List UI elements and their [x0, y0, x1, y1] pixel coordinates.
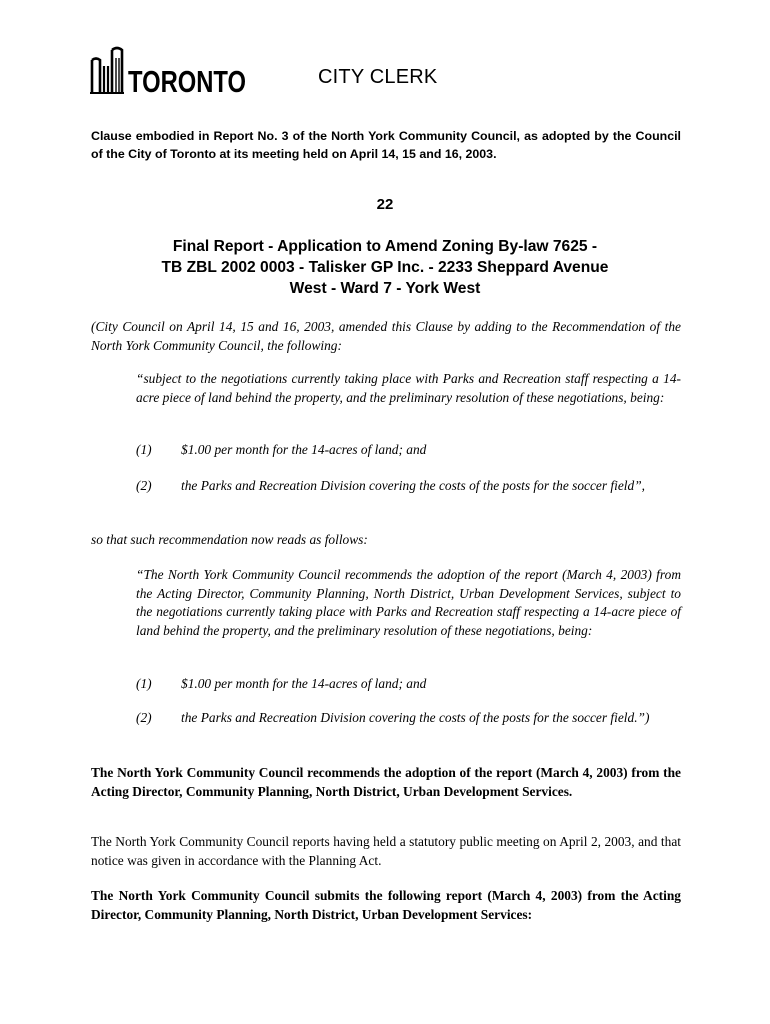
- department-heading: CITY CLERK: [318, 66, 438, 88]
- title-line: TB ZBL 2002 0003 - Talisker GP Inc. - 2233 Sheppard Avenue: [161, 259, 609, 276]
- clause-intro: Clause embodied in Report No. 3 of the North York Community Council, as adopted by the Council of the City of Toronto at its meeting held on April 14, 15 and 16, 2003.: [91, 129, 681, 161]
- added-text: “subject to the negotiations currently taking place with Parks and Recreation staff respecting a 14-acre piece of land behind the property, and the preliminary resolution of these negotiations, being:: [136, 371, 681, 405]
- list-item-number: (1): [136, 676, 152, 691]
- submits-paragraph: The North York Community Council submits the following report (March 4, 2003) from the Acting Director, Community Planning, North District, Urban Development Services:: [91, 888, 681, 922]
- list-item-text: $1.00 per month for the 14-acres of land; and: [181, 676, 427, 691]
- revised-recommendation: “The North York Community Council recommends the adoption of the report (March 4, 2003) from the Acting Director, Community Planning, North District, Urban Development Services, subject to the negotiations currently taking place with Parks and Recreation staff respecting a 14-acre piece of land behind the property, and the preliminary resolution of these negotiations, being:: [136, 567, 681, 638]
- list-item-number: (2): [136, 478, 152, 493]
- title-line: West - Ward 7 - York West: [289, 280, 481, 297]
- list-item-text: the Parks and Recreation Division covering the costs of the posts for the soccer field”,: [181, 478, 646, 493]
- title-line: Final Report - Application to Amend Zoning By-law 7625 -: [172, 238, 598, 255]
- report-title: [100, 236, 670, 299]
- public-meeting-paragraph: The North York Community Council reports having held a statutory public meeting on April 2, 2003, and that notice was given in accordance with the Planning Act.: [91, 834, 681, 868]
- city-of-toronto-logo: [90, 46, 250, 98]
- so-that-text: so that such recommendation now reads as follows:: [91, 532, 368, 547]
- logo-wordmark: TORONTO: [128, 64, 246, 99]
- list-item-text: the Parks and Recreation Division covering the costs of the posts for the soccer field.”): [181, 710, 650, 725]
- amendment-note: (City Council on April 14, 15 and 16, 2003, amended this Clause by adding to the Recommendation of the North York Community Council, the following:: [91, 319, 681, 353]
- list-item-number: (1): [136, 442, 152, 457]
- recommendation-paragraph: The North York Community Council recommends the adoption of the report (March 4, 2003) from the Acting Director, Community Planning, North District, Urban Development Services.: [91, 765, 681, 799]
- list-item-text: $1.00 per month for the 14-acres of land; and: [181, 442, 427, 457]
- clause-number: 22: [376, 196, 394, 213]
- list-item-number: (2): [136, 710, 152, 725]
